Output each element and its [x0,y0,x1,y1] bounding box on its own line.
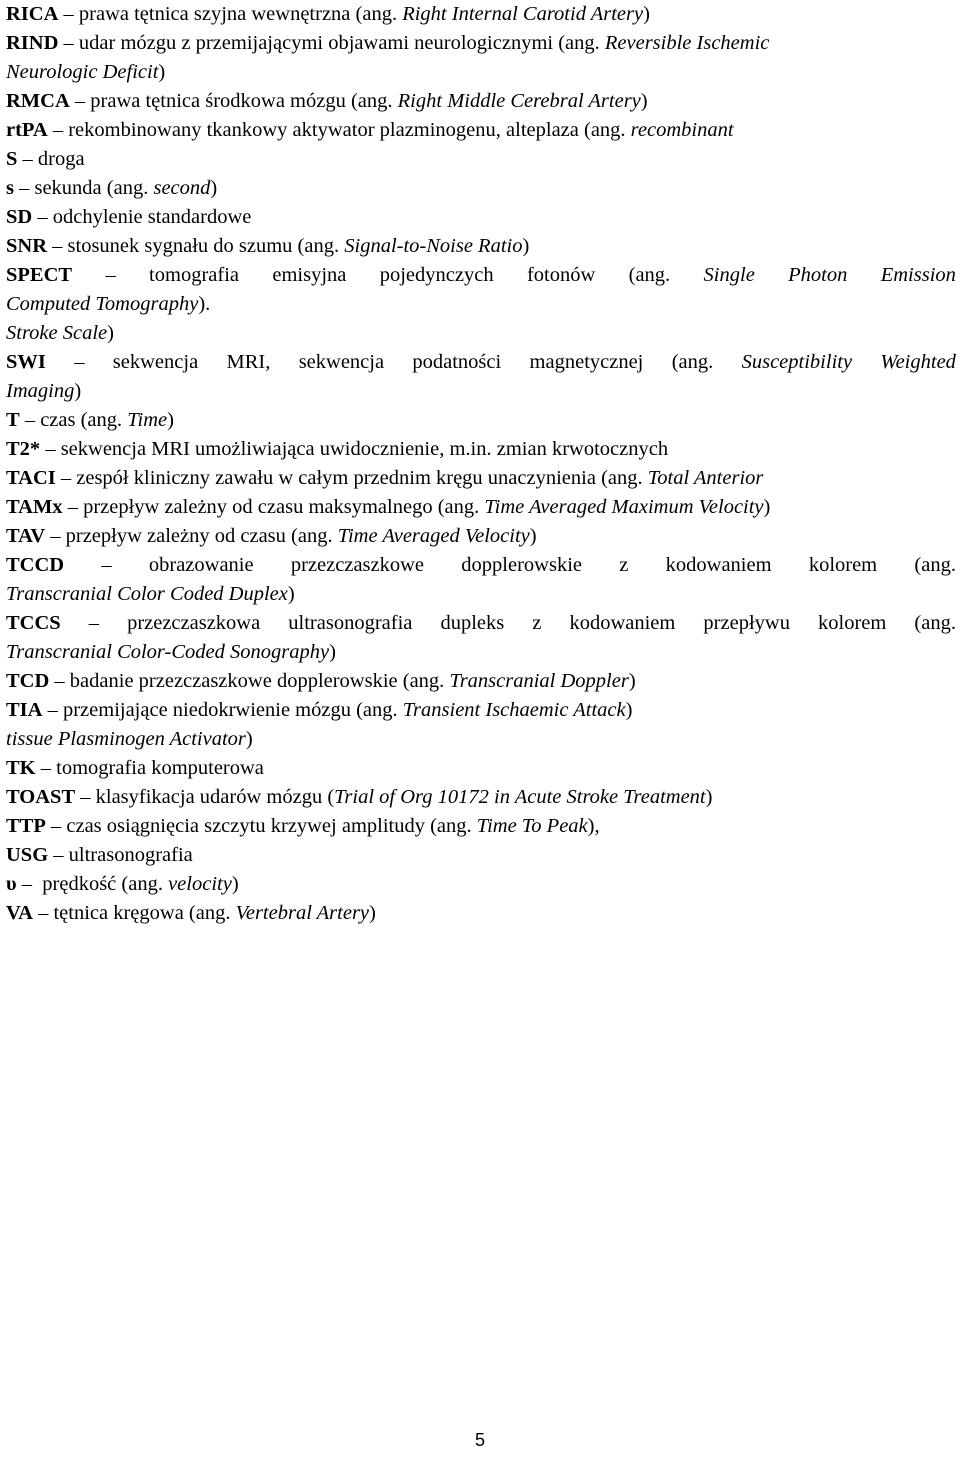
entry-definition: – tomografia komputerowa [35,757,264,779]
entry-abbreviation: SNR [6,235,48,257]
entry-closing: ) [522,235,530,257]
entry-abbreviation: υ [6,873,17,895]
entry-line [6,783,956,812]
entry-line [6,145,956,174]
entry-closing: ) [625,699,633,721]
entry-word: kolorem [818,612,887,634]
entry-line [6,29,956,58]
entry-word: tomografia [149,264,239,286]
entry-definition: – droga [17,148,85,170]
entry-closing: ) [210,177,218,199]
entry-word: kodowaniem [569,612,676,634]
entry-closing: ), [587,815,600,837]
entry-definition: – odchylenie standardowe [32,206,252,228]
entry-abbreviation: TAMx [6,496,63,518]
entry-line [6,0,956,29]
entry-definition: – zespół kliniczny zawału w całym przednim kręgu unaczynienia (ang. [55,467,648,489]
entry-line [6,551,956,580]
entry-english-term: Stroke Scale [6,322,108,344]
entry-word: – [88,612,99,634]
entry-definition: – prędkość (ang. [16,873,169,895]
entry-line [6,899,956,928]
page-number: 5 [474,1430,485,1450]
entry-english-term: Emission [880,264,956,286]
entry-word: przepływu [703,612,790,634]
abbreviation-list [6,0,956,928]
entry-line [6,290,956,319]
entry-closing: ) [628,670,636,692]
entry-word: (ang. [914,554,956,576]
entry-closing: ) [329,641,336,663]
entry-definition: – badanie przezczaszkowe dopplerowskie (ang. [49,670,450,692]
entry-english-term: Transcranial Doppler [449,670,629,692]
entry-word: kolorem [808,554,878,576]
entry-english-term: Transcranial Color-Coded Sonography [6,641,330,663]
entry-english-term: Time Averaged Maximum Velocity [484,496,764,518]
entry-line [6,870,956,899]
entry-abbreviation: T2* [6,438,41,460]
entry-word: MRI, [226,351,271,373]
entry-definition: – prawa tętnica środkowa mózgu (ang. [69,90,398,112]
entry-closing: ) [705,786,713,808]
entry-english-term: velocity [168,873,232,895]
entry-abbreviation: TIA [6,699,43,721]
entry-english-term: Reversible Ischemic [604,32,770,54]
entry-line [6,754,956,783]
entry-closing: ). [198,293,211,315]
entry-line [6,522,956,551]
entry-closing: ) [245,728,253,750]
entry-abbreviation: TACI [6,467,56,489]
entry-line [6,203,956,232]
entry-english-term: Single [703,264,755,286]
entry-english-term: Imaging [6,380,75,402]
entry-line [6,406,956,435]
entry-english-term: Time Averaged Velocity [337,525,530,547]
entry-abbreviation: TCCS [6,612,61,634]
entry-closing: ) [763,496,771,518]
entry-word: dupleks [440,612,505,634]
entry-line [6,696,956,725]
entry-word: z [619,554,629,576]
entry-line [6,87,956,116]
entry-english-term: Right Internal Carotid Artery [402,3,644,25]
entry-word: (ang. [914,612,956,634]
entry-english-term: Time To Peak [476,815,588,837]
entry-english-term: Transient Ischaemic Attack [402,699,626,721]
entry-abbreviation: TOAST [6,786,76,808]
entry-word: przezczaszkowa [127,612,261,634]
entry-line [6,261,956,290]
entry-english-term: Total Anterior [647,467,764,489]
entry-line [6,58,956,87]
entry-abbreviation: RICA [6,3,59,25]
entry-closing: ) [369,902,376,924]
entry-abbreviation: RMCA [6,90,70,112]
entry-english-term: Time [127,409,168,431]
entry-abbreviation: SD [6,206,33,228]
entry-word: – [101,554,112,576]
entry-word: – [105,264,116,286]
entry-word: obrazowanie [148,554,254,576]
entry-english-term: Transcranial Color Coded Duplex [6,583,288,605]
entry-word: – [74,351,85,373]
entry-line [6,493,956,522]
entry-abbreviation: RIND [6,32,59,54]
entry-english-term: Right Middle Cerebral Artery [397,90,641,112]
entry-english-term: second [153,177,211,199]
entry-english-term: Neurologic Deficit [6,61,159,83]
entry-definition: – czas (ang. [19,409,128,431]
entry-word: sekwencja [298,351,385,373]
entry-line [6,580,956,609]
entry-abbreviation: SWI [6,351,46,373]
entry-english-term: Weighted [880,351,956,373]
entry-abbreviation: SPECT [6,264,73,286]
entry-closing: ) [287,583,295,605]
entry-closing: ) [640,90,648,112]
entry-line [6,348,956,377]
entry-closing: ) [74,380,82,402]
entry-word: podatności [412,351,502,373]
entry-definition: – przepływ zależny od czasu maksymalnego (ang. [62,496,485,518]
entry-definition: – rekombinowany tkankowy aktywator plazminogenu, alteplaza (ang. [47,119,631,141]
entry-line [6,841,956,870]
entry-word: fotonów [526,264,596,286]
entry-definition: – ultrasonografia [48,844,193,866]
entry-abbreviation: TCD [6,670,50,692]
entry-definition: – czas osiągnięcia szczytu krzywej amplitudy (ang. [45,815,477,837]
entry-closing: ) [643,3,650,25]
entry-word: dopplerowskie [461,554,582,576]
entry-english-term: Signal-to-Noise Ratio [344,235,523,257]
entry-word: ultrasonografia [288,612,413,634]
entry-abbreviation: s [6,177,14,199]
entry-abbreviation: S [6,148,18,170]
entry-line [6,638,956,667]
entry-word: (ang. [628,264,671,286]
entry-word: emisyjna [272,264,347,286]
entry-word: kodowaniem [665,554,772,576]
entry-line [6,116,956,145]
entry-closing: ) [158,61,166,83]
entry-closing: ) [231,873,239,895]
entry-abbreviation: T [6,409,20,431]
entry-word: (ang. [671,351,714,373]
entry-definition: – prawa tętnica szyjna wewnętrzna (ang. [58,3,403,25]
entry-english-term: Susceptibility [741,351,853,373]
entry-definition: – tętnica kręgowa (ang. [32,902,236,924]
entry-definition: – sekwencja MRI umożliwiająca uwidocznienie, m.in. zmian krwotocznych [40,438,669,460]
entry-line [6,435,956,464]
entry-english-term: tissue Plasminogen Activator [6,728,246,750]
entry-english-term: Photon [788,264,848,286]
entry-line [6,812,956,841]
entry-definition: – przemijające niedokrwienie mózgu (ang. [42,699,403,721]
entry-closing: ) [107,322,114,344]
entry-definition: – stosunek sygnału do szumu (ang. [47,235,345,257]
entry-abbreviation: TTP [6,815,46,837]
entry-definition: – przepływ zależny od czasu (ang. [45,525,338,547]
entry-word: z [532,612,542,634]
entry-abbreviation: TCCD [6,554,65,576]
entry-definition: – udar mózgu z przemijającymi objawami neurologicznymi (ang. [58,32,605,54]
entry-english-term: Vertebral Artery [235,902,370,924]
entry-line [6,319,956,348]
entry-line [6,667,956,696]
entry-word: magnetycznej [529,351,644,373]
entry-line [6,174,956,203]
entry-definition: – klasyfikacja udarów mózgu ( [75,786,335,808]
entry-closing: ) [529,525,537,547]
entry-abbreviation: rtPA [6,119,48,141]
entry-line [6,377,956,406]
entry-closing: ) [167,409,174,431]
entry-word: sekwencja [112,351,199,373]
entry-definition: – sekunda (ang. [13,177,154,199]
entry-abbreviation: VA [6,902,33,924]
entry-english-term: recombinant [630,119,734,141]
entry-abbreviation: TAV [6,525,46,547]
entry-line [6,609,956,638]
entry-english-term: Computed Tomography [6,293,199,315]
entry-line [6,232,956,261]
entry-english-term: Trial of Org 10172 in Acute Stroke Treatment [334,786,706,808]
entry-abbreviation: TK [6,757,36,779]
entry-word: pojedynczych [379,264,494,286]
entry-line [6,725,956,754]
entry-word: przezczaszkowe [290,554,425,576]
entry-abbreviation: USG [6,844,49,866]
entry-line [6,464,956,493]
